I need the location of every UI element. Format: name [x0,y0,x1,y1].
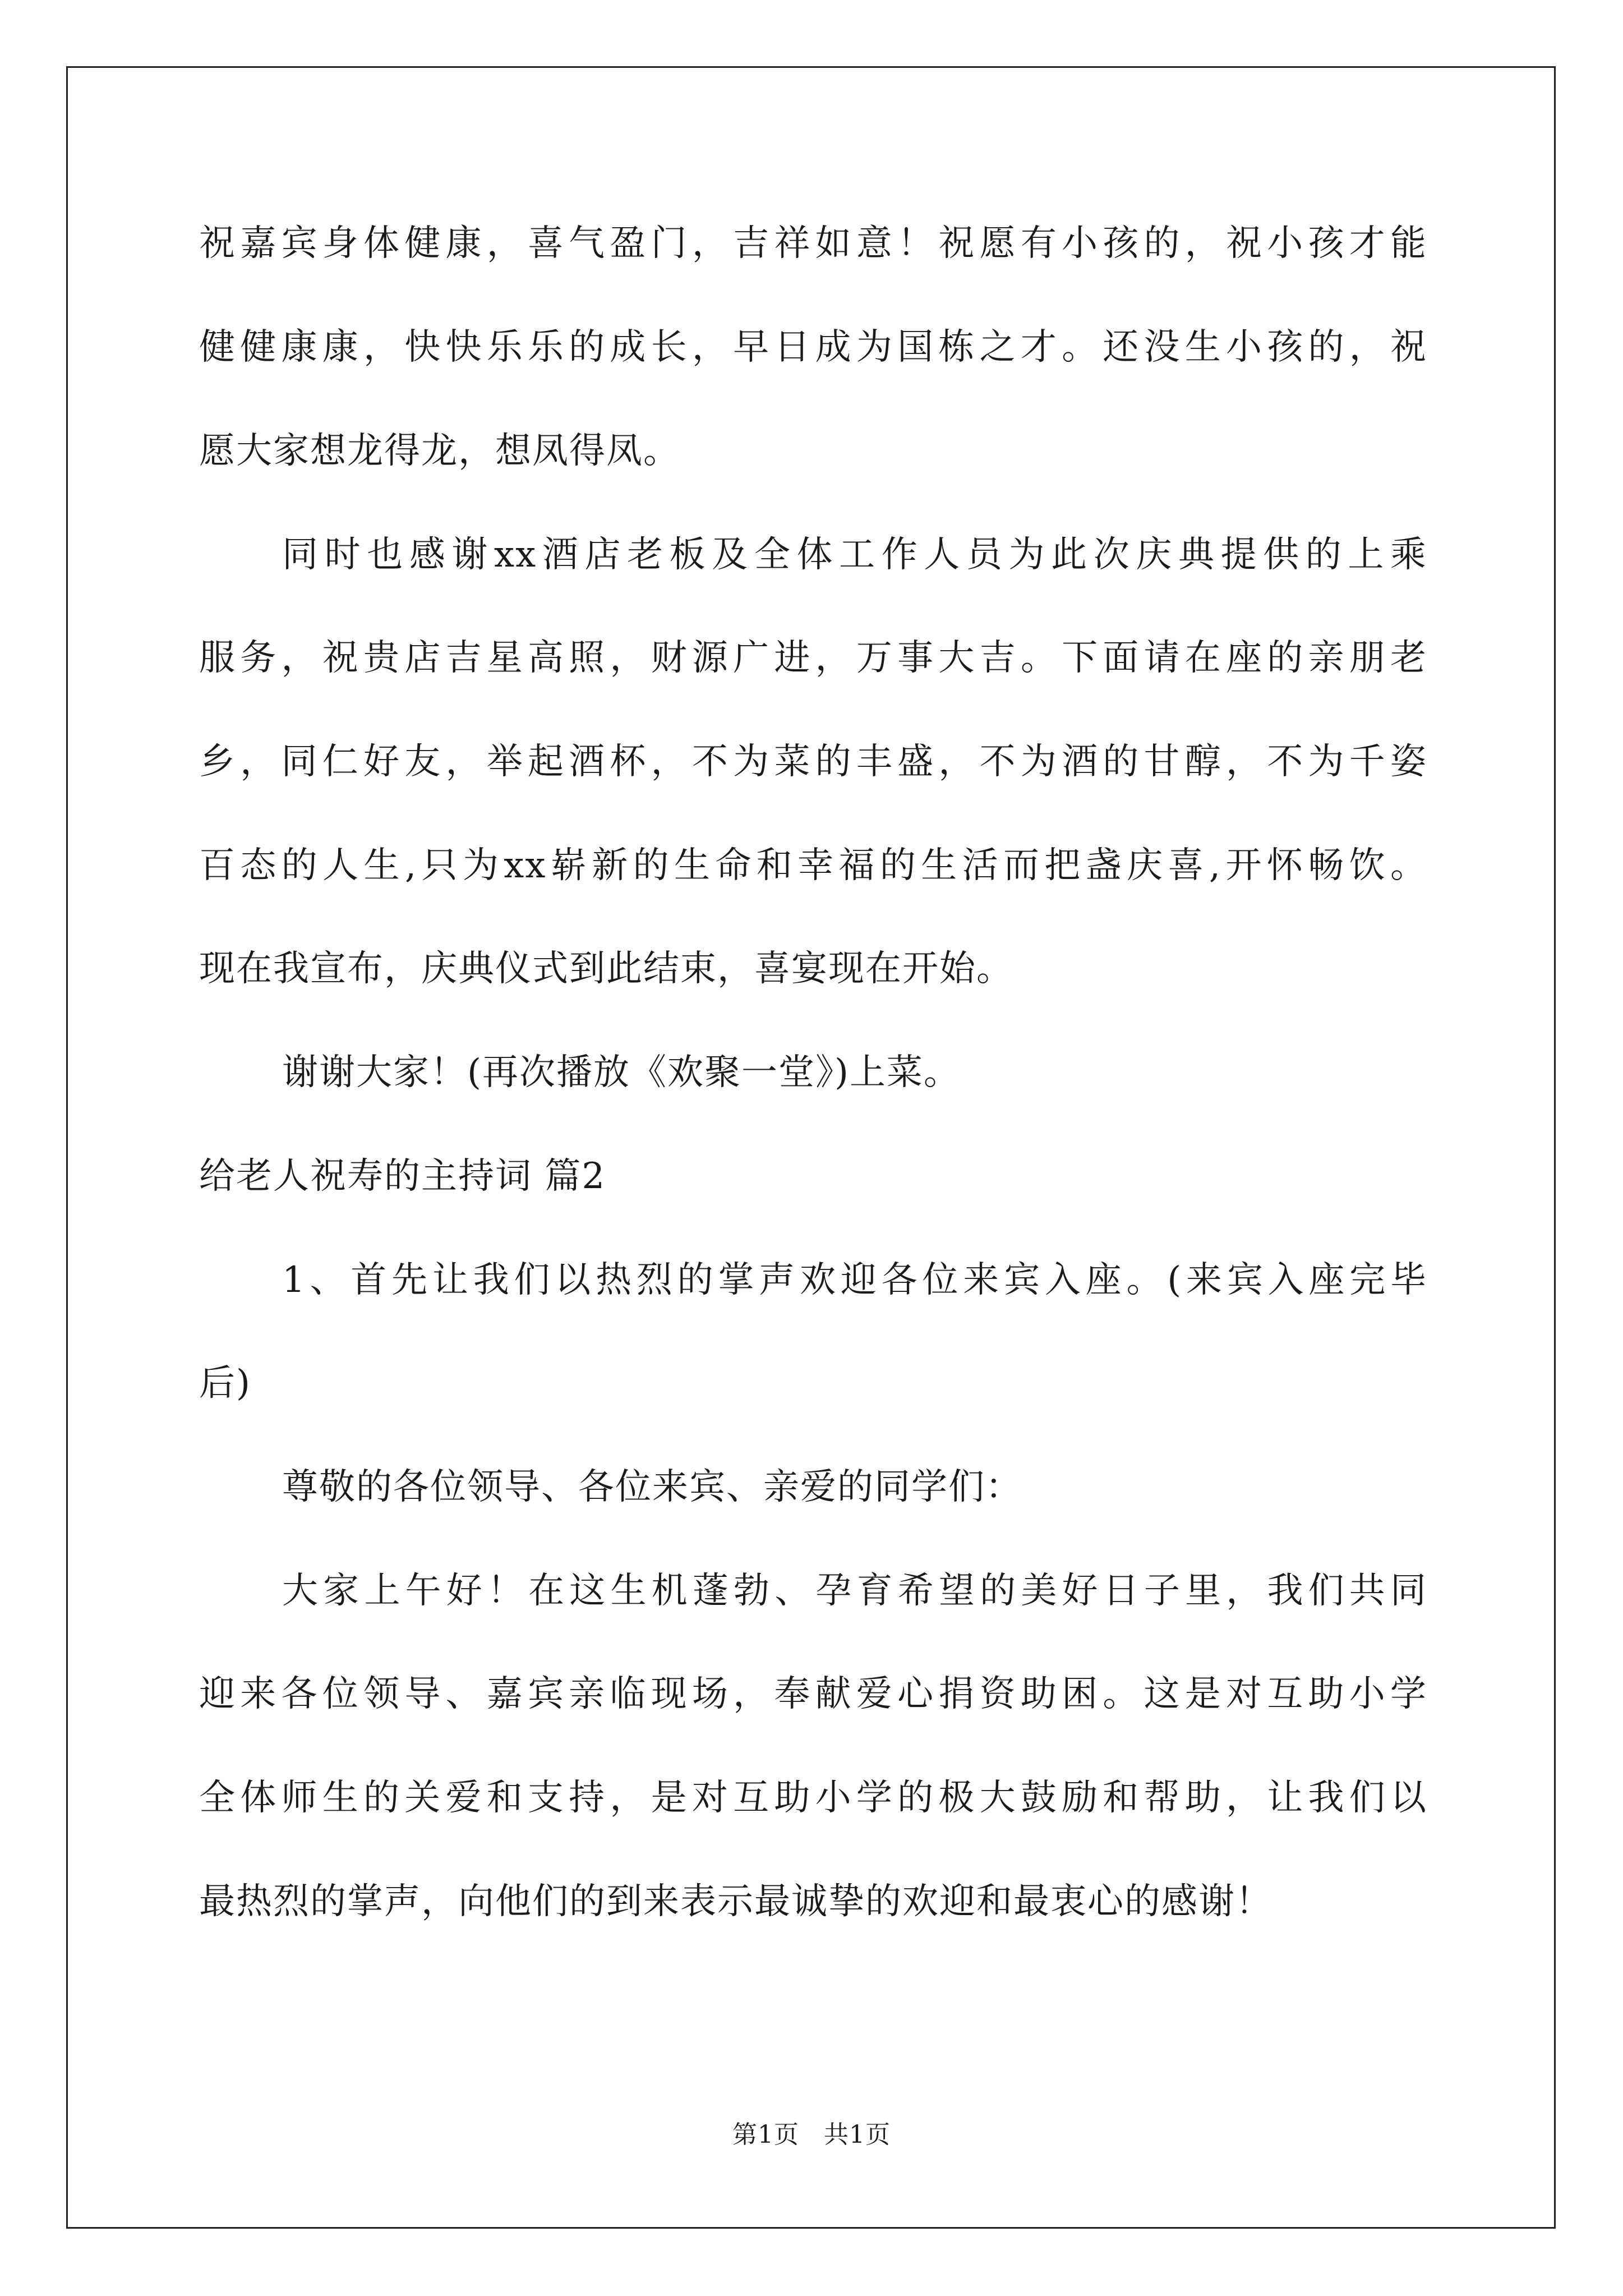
text-line-14: 大家上午好！在这生机蓬勃、孕育希望的美好日子里，我们共同 [282,1570,1427,1612]
text-line-5: 服务，祝贵店吉星高照，财源广进，万事大吉。下面请在座的亲朋老 [199,637,1427,679]
page-number: 第1页 [732,2120,799,2149]
text-line-12: 后) [199,1363,251,1404]
text-line-15: 迎来各位领导、嘉宾亲临现场，奉献爱心捐资助困。这是对互助小学 [199,1673,1427,1715]
text-line-13: 尊敬的各位领导、各位来宾、亲爱的同学们： [282,1466,1022,1508]
page-count: 共1页 [824,2120,891,2149]
text-line-4: 同时也感谢xx酒店老板及全体工作人员为此次庆典提供的上乘 [282,534,1427,576]
page-footer [0,2120,1623,2149]
text-line-11: 1、首先让我们以热烈的掌声欢迎各位来宾入座。(来宾入座完毕 [282,1259,1427,1301]
text-line-17: 最热烈的掌声，向他们的到来表示最诚挚的欢迎和最衷心的感谢！ [199,1881,1272,1922]
text-line-16: 全体师生的关爱和支持，是对互助小学的极大鼓励和帮助，让我们以 [199,1777,1427,1819]
text-line-2: 健健康康，快快乐乐的成长，早日成为国栋之才。还没生小孩的，祝 [199,326,1427,368]
text-line-9: 谢谢大家！(再次播放《欢聚一堂》)上菜。 [282,1052,961,1093]
text-line-7: 百态的人生,只为xx崭新的生命和幸福的生活而把盏庆喜,开怀畅饮。 [199,845,1427,886]
text-line-3: 愿大家想龙得龙，想凤得凤。 [199,430,680,472]
section-heading: 给老人祝寿的主持词 篇2 [199,1156,606,1197]
text-line-6: 乡，同仁好友，举起酒杯，不为菜的丰盛，不为酒的甘醇，不为千姿 [199,741,1427,783]
text-line-8: 现在我宣布，庆典仪式到此结束，喜宴现在开始。 [199,948,1013,990]
text-line-1: 祝嘉宾身体健康，喜气盈门，吉祥如意！祝愿有小孩的，祝小孩才能 [199,223,1427,264]
